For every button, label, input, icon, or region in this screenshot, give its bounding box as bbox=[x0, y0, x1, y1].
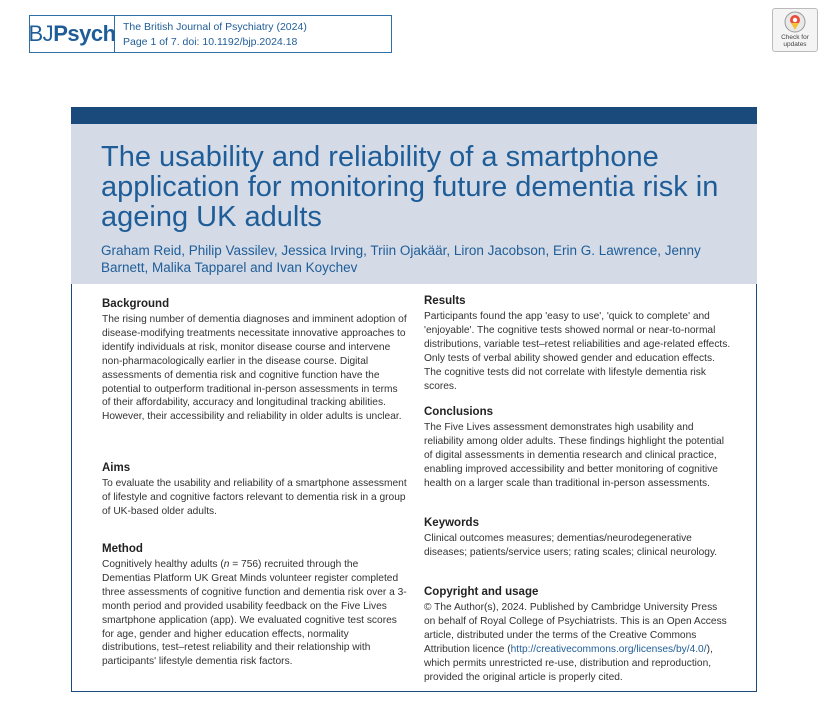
background-heading: Background bbox=[102, 298, 170, 310]
journal-logo[interactable] bbox=[30, 16, 115, 52]
section-conclusions bbox=[424, 406, 731, 491]
page-doi: Page 1 of 7. doi: 10.1192/bjp.2024.18 bbox=[123, 36, 298, 48]
results-text: Participants found the app 'easy to use', 'quick to complete' and 'enjoyable'. The cognitive tests showed normal or near-to-normal distributions, variable test–retest reliabilities and age-related effects. Only tests of verbal ability showed gender and education effects. The cognitive tests did not correlate with lifestyle dementia risk scores. bbox=[424, 311, 731, 392]
section-method bbox=[102, 543, 407, 669]
journal-info bbox=[115, 16, 315, 52]
section-keywords bbox=[424, 517, 731, 560]
method-text-after: = 756) recruited through the Dementias Platform UK Great Minds volunteer register completed three assessments of cognitive function and dementia risk over a 3-month period and provided usability feedback on the Five Lives smartphone application (app). We evaluated cognitive test scores for age, gender and higher education effects, normality distributions, test–retest reliability and their relationship with participants' lifestyle dementia risk factors. bbox=[102, 559, 407, 668]
badge-text bbox=[781, 34, 809, 48]
background-text: The rising number of dementia diagnoses and imminent adoption of disease-modifying treatments necessitate innovative approaches to identify individuals at risk, monitor disease course and intervene non-pharmacologically earlier in the disease course. Digital assessments of dementia risk and cognitive function have the potential to outperform traditional in-person assessments in terms of their affordability, accuracy and longitudinal tracking abilities. However, their accessibility and reliability in older adults is unclear. bbox=[102, 314, 407, 423]
method-n-label: n bbox=[223, 559, 230, 570]
section-results bbox=[424, 295, 731, 393]
method-heading: Method bbox=[102, 543, 143, 555]
section-aims bbox=[102, 462, 407, 519]
article-title: The usability and reliability of a smartphone application for monitoring future dementia risk in ageing UK adults bbox=[101, 141, 719, 233]
aims-text: To evaluate the usability and reliability of a smartphone assessment of lifestyle and cognitive factors relevant to dementia risk in a group of UK-based older adults. bbox=[102, 478, 407, 517]
conclusions-heading: Conclusions bbox=[424, 406, 494, 418]
abstract-box bbox=[71, 284, 757, 692]
copyright-text-after: ), which permits unrestricted re-use, distribution and reproduction, provided the original article is properly cited. bbox=[424, 643, 713, 683]
logo-suffix: Psych bbox=[53, 21, 116, 46]
badge-line1: Check for bbox=[781, 34, 809, 41]
results-heading: Results bbox=[424, 295, 466, 307]
journal-name: The British Journal of Psychiatry (2024) bbox=[123, 21, 307, 33]
title-panel bbox=[71, 124, 757, 284]
copyright-heading: Copyright and usage bbox=[424, 586, 539, 598]
method-text bbox=[102, 558, 407, 669]
title-banner-bar bbox=[71, 107, 757, 124]
journal-header bbox=[29, 15, 392, 53]
crossmark-icon bbox=[784, 11, 806, 33]
aims-heading: Aims bbox=[102, 462, 131, 474]
check-for-updates-button[interactable] bbox=[772, 8, 818, 52]
method-text-before: Cognitively healthy adults ( bbox=[102, 559, 224, 570]
keywords-heading: Keywords bbox=[424, 517, 479, 529]
logo-prefix: BJ bbox=[28, 21, 54, 46]
badge-line2: updates bbox=[783, 41, 807, 48]
keywords-text: Clinical outcomes measures; dementias/neurodegenerative diseases; patients/service users; rating scales; clinical neurology. bbox=[424, 533, 718, 558]
article-authors: Graham Reid, Philip Vassilev, Jessica Irving, Triin Ojakäär, Liron Jacobson, Erin G. Lawrence, Jenny Barnett, Malika Tapparel and Ivan Koychev bbox=[101, 243, 701, 275]
section-background bbox=[102, 298, 407, 424]
licence-link[interactable]: http://creativecommons.org/licenses/by/4.0/ bbox=[510, 643, 707, 655]
copyright-text bbox=[424, 601, 731, 684]
copyright-text-before: © The Author(s), 2024. Published by Cambridge University Press on behalf of Royal College of Psychiatrists. This is an Open Access article, distributed under the terms of the Creative Commons Attribution licence ( bbox=[424, 602, 727, 655]
section-copyright bbox=[424, 586, 731, 684]
conclusions-text: The Five Lives assessment demonstrates high usability and reliability among older adults. These findings highlight the potential of digital assessments in dementia research and clinical practice, enabling improved accessibility and better monitoring of cognitive health on a larger scale than traditional in-person assessments. bbox=[424, 422, 724, 489]
